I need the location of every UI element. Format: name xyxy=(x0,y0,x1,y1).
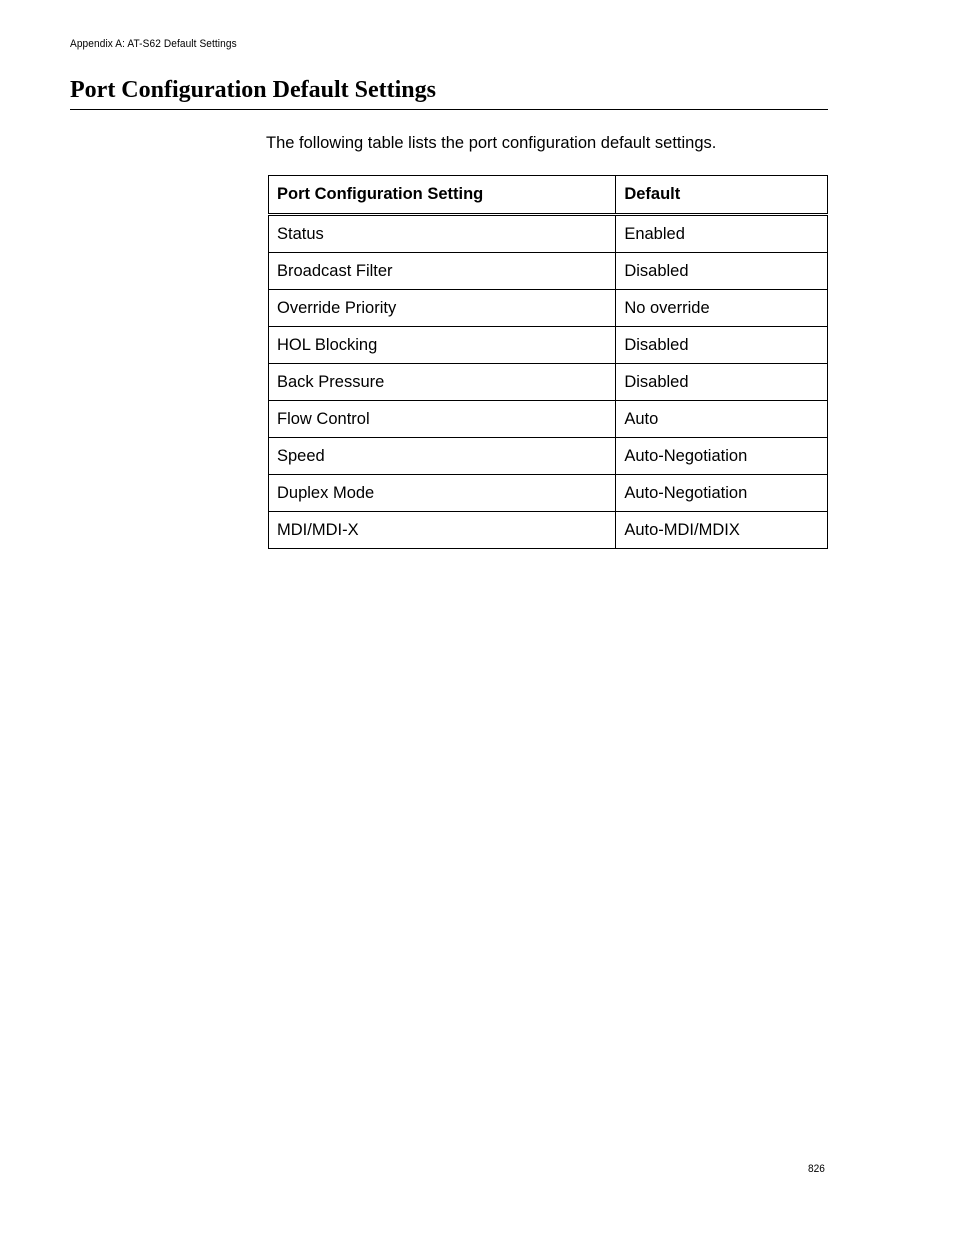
table-header-row xyxy=(269,176,828,215)
setting-cell: HOL Blocking xyxy=(269,327,616,364)
default-cell: Disabled xyxy=(616,253,828,290)
setting-cell: Override Priority xyxy=(269,290,616,327)
default-cell: Auto-MDI/MDIX xyxy=(616,512,828,549)
setting-cell: Back Pressure xyxy=(269,364,616,401)
table-row xyxy=(269,290,828,327)
running-header: Appendix A: AT-S62 Default Settings xyxy=(70,38,237,50)
table-row xyxy=(269,401,828,438)
default-cell: Enabled xyxy=(616,215,828,253)
column-header-default: Default xyxy=(616,176,828,215)
port-config-defaults-table xyxy=(268,175,828,549)
section-title: Port Configuration Default Settings xyxy=(70,74,828,110)
setting-cell: MDI/MDI-X xyxy=(269,512,616,549)
table-row xyxy=(269,438,828,475)
page-number: 826 xyxy=(808,1163,825,1175)
default-cell: Auto xyxy=(616,401,828,438)
table-row xyxy=(269,253,828,290)
default-cell: No override xyxy=(616,290,828,327)
setting-cell: Broadcast Filter xyxy=(269,253,616,290)
column-header-setting: Port Configuration Setting xyxy=(269,176,616,215)
default-cell: Auto-Negotiation xyxy=(616,475,828,512)
table-row xyxy=(269,512,828,549)
intro-paragraph: The following table lists the port configuration default settings. xyxy=(266,134,717,152)
setting-cell: Speed xyxy=(269,438,616,475)
setting-cell: Duplex Mode xyxy=(269,475,616,512)
setting-cell: Flow Control xyxy=(269,401,616,438)
table-row xyxy=(269,475,828,512)
table-row xyxy=(269,364,828,401)
setting-cell: Status xyxy=(269,215,616,253)
table-row xyxy=(269,215,828,253)
default-cell: Disabled xyxy=(616,327,828,364)
table-row xyxy=(269,327,828,364)
default-cell: Disabled xyxy=(616,364,828,401)
default-cell: Auto-Negotiation xyxy=(616,438,828,475)
